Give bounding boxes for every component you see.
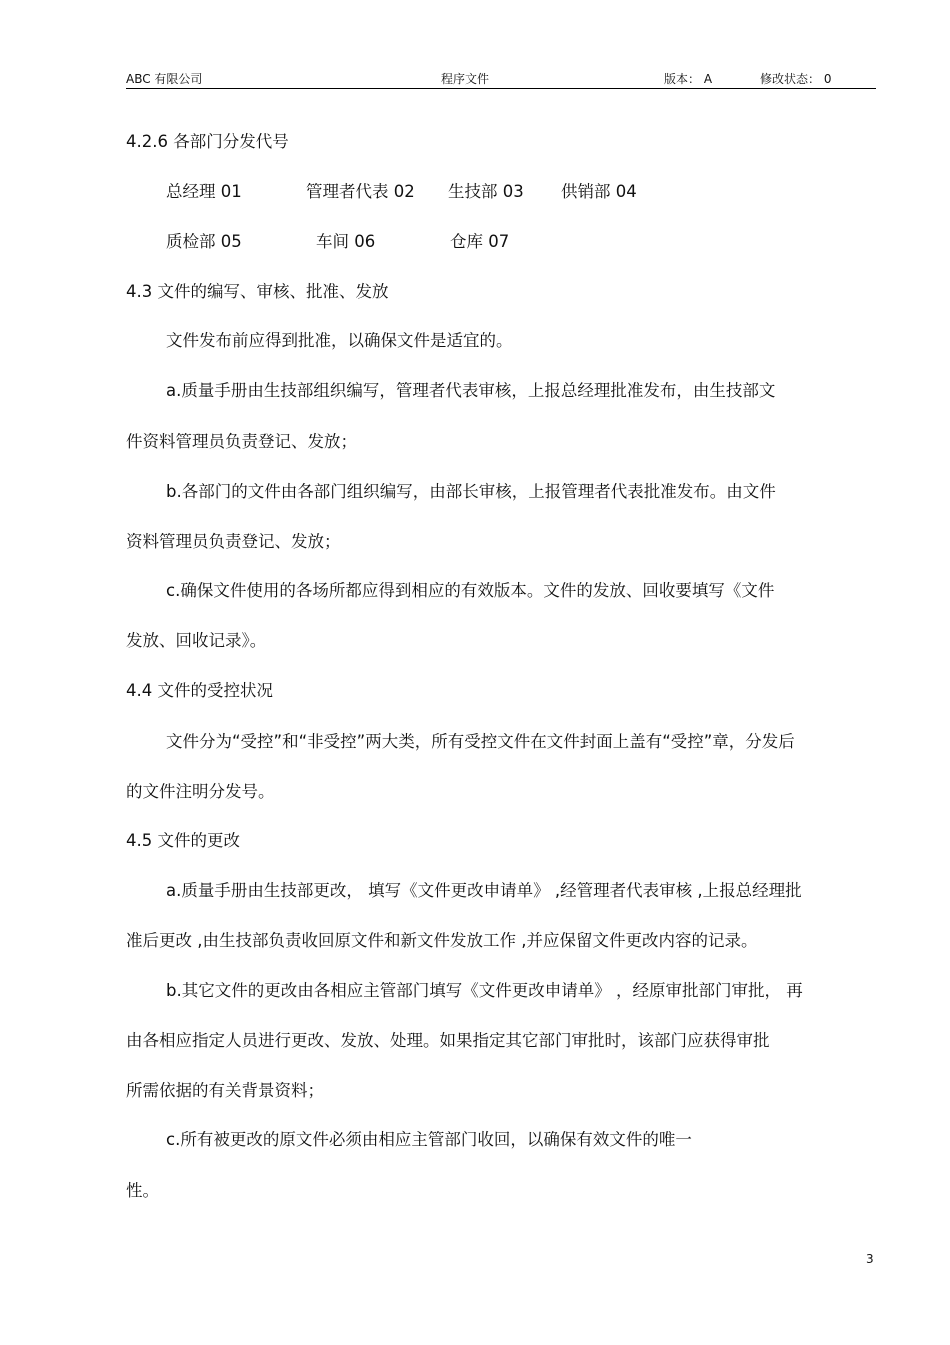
section-heading-4-3: 4.3 文件的编写、审核、批准、发放 [126, 282, 389, 301]
paragraph-line: 发放、回收记录》。 [126, 631, 267, 650]
paragraph-line: 文件发布前应得到批准，以确保文件是适宜的。 [166, 331, 513, 350]
paragraph-line: 由各相应指定人员进行更改、发放、处理。如果指定其它部门审批时，该部门应获得审批 [126, 1031, 770, 1050]
dept-code: 供销部 04 [561, 182, 637, 201]
paragraph-line: a.质量手册由生技部更改， 填写《文件更改申请单》 ,经管理者代表审核 ,上报总经理批 [166, 881, 802, 900]
dept-code: 总经理 01 [166, 182, 242, 201]
dept-code: 管理者代表 02 [306, 182, 415, 201]
header-rule [126, 88, 876, 89]
header-company: ABC 有限公司 [126, 72, 203, 86]
header-doc-type: 程序文件 [441, 72, 490, 86]
paragraph-line: b.各部门的文件由各部门组织编写，由部长审核，上报管理者代表批准发布。由文件 [166, 482, 776, 501]
section-heading-4-4: 4.4 文件的受控状况 [126, 681, 273, 700]
section-heading-4-5: 4.5 文件的更改 [126, 831, 240, 850]
page-number: 3 [866, 1252, 874, 1266]
header-revision: 修改状态： 0 [760, 72, 832, 86]
paragraph-line: 件资料管理员负责登记、发放； [126, 432, 357, 451]
dept-code: 车间 06 [316, 232, 376, 251]
header-version: 版本： A [664, 72, 713, 86]
paragraph-line: 文件分为“受控”和“非受控”两大类，所有受控文件在文件封面上盖有“受控”章，分发后 [166, 732, 795, 751]
paragraph-line: c.所有被更改的原文件必须由相应主管部门收回，以确保有效文件的唯一 [166, 1130, 692, 1149]
paragraph-line: c.确保文件使用的各场所都应得到相应的有效版本。文件的发放、回收要填写《文件 [166, 581, 775, 600]
paragraph-line: b.其它文件的更改由各相应主管部门填写《文件更改申请单》 ，经原审批部门审批， 再 [166, 981, 803, 1000]
paragraph-line: a.质量手册由生技部组织编写，管理者代表审核，上报总经理批准发布，由生技部文 [166, 381, 776, 400]
dept-code: 仓库 07 [450, 232, 510, 251]
paragraph-line: 所需依据的有关背景资料； [126, 1081, 324, 1100]
dept-code: 生技部 03 [448, 182, 524, 201]
dept-code: 质检部 05 [166, 232, 242, 251]
paragraph-line: 的文件注明分发号。 [126, 782, 275, 801]
section-heading-4-2-6: 4.2.6 各部门分发代号 [126, 132, 289, 151]
paragraph-line: 性。 [126, 1181, 159, 1200]
paragraph-line: 资料管理员负责登记、发放； [126, 532, 341, 551]
paragraph-line: 准后更改 ,由生技部负责收回原文件和新文件发放工作 ,并应保留文件更改内容的记录。 [126, 931, 758, 950]
